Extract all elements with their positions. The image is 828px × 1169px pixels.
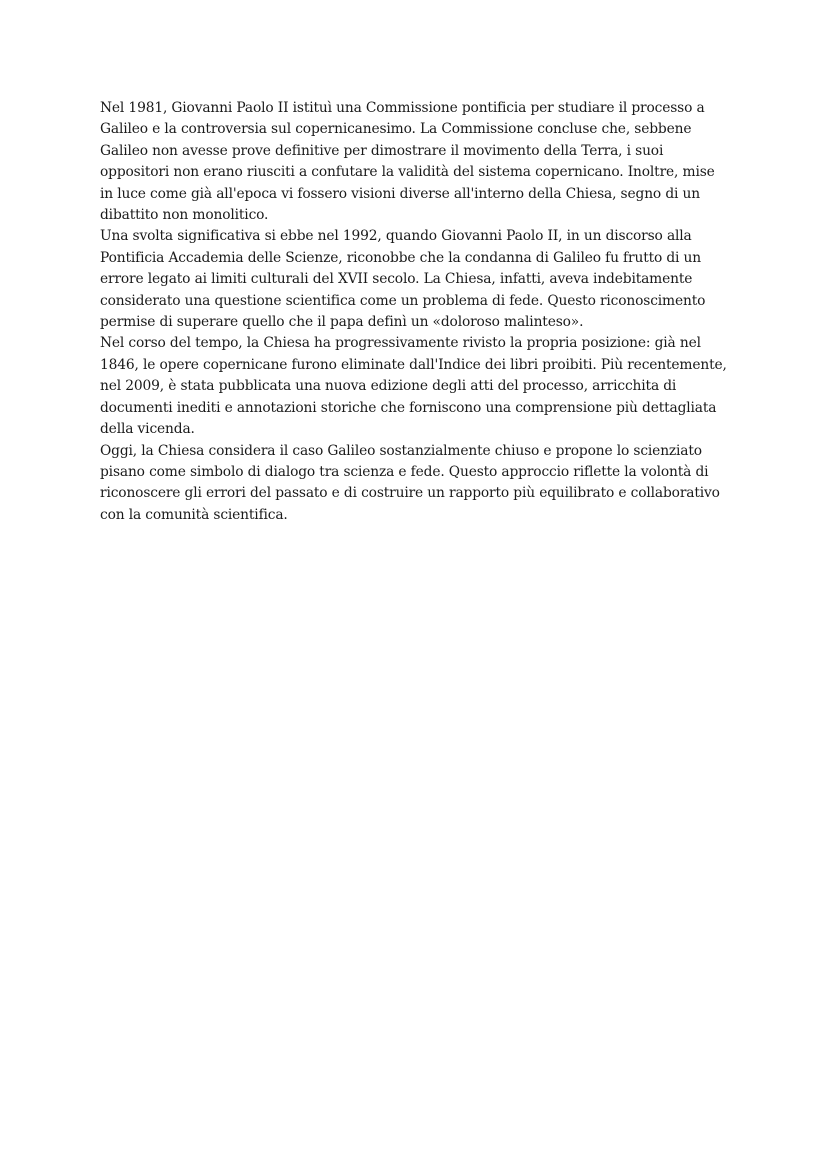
- paragraph-svolta-1992: Una svolta significativa si ebbe nel 1992, quando Giovanni Paolo II, in un discorso alla Pontificia Accademia delle Scienze, riconobbe che la condanna di Galileo fu frutto di un errore legato ai limiti culturali del XVII secolo. La Chiesa, infatti, aveva indebitamente considerato una questione scientifica come un problema di fede. Questo riconoscimento permise di superare quello che il papa definì un «doloroso malinteso».: [100, 228, 706, 331]
- body-text: [100, 98, 730, 526]
- paragraph-commissione-1981: Nel 1981, Giovanni Paolo II istituì una Commissione pontificia per studiare il processo a Galileo e la controversia sul copernicanesimo. La Commissione concluse che, sebbene Galileo non avesse prove definitive per dimostrare il movimento della Terra, i suoi oppositori non erano riusciti a confutare la validità del sistema copernicano. Inoltre, mise in luce come già all'epoca vi fossero visioni diverse all'interno della Chiesa, segno di un dibattito non monolitico.: [100, 100, 715, 224]
- paragraph-revisione-posizione: Nel corso del tempo, la Chiesa ha progressivamente rivisto la propria posizione: già nel 1846, le opere copernicane furono eliminate dall'Indice dei libri proibiti. Più recentemente, nel 2009, è stata pubblicata una nuova edizione degli atti del processo, arricchita di documenti inediti e annotazioni storiche che forniscono una comprensione più dettagliata della vicenda.: [100, 335, 727, 438]
- paragraph-oggi: Oggi, la Chiesa considera il caso Galileo sostanzialmente chiuso e propone lo scienziato pisano come simbolo di dialogo tra scienza e fede. Questo approccio riflette la volontà di riconoscere gli errori del passato e di costruire un rapporto più equilibrato e collaborativo con la comunità scientifica.: [100, 442, 720, 523]
